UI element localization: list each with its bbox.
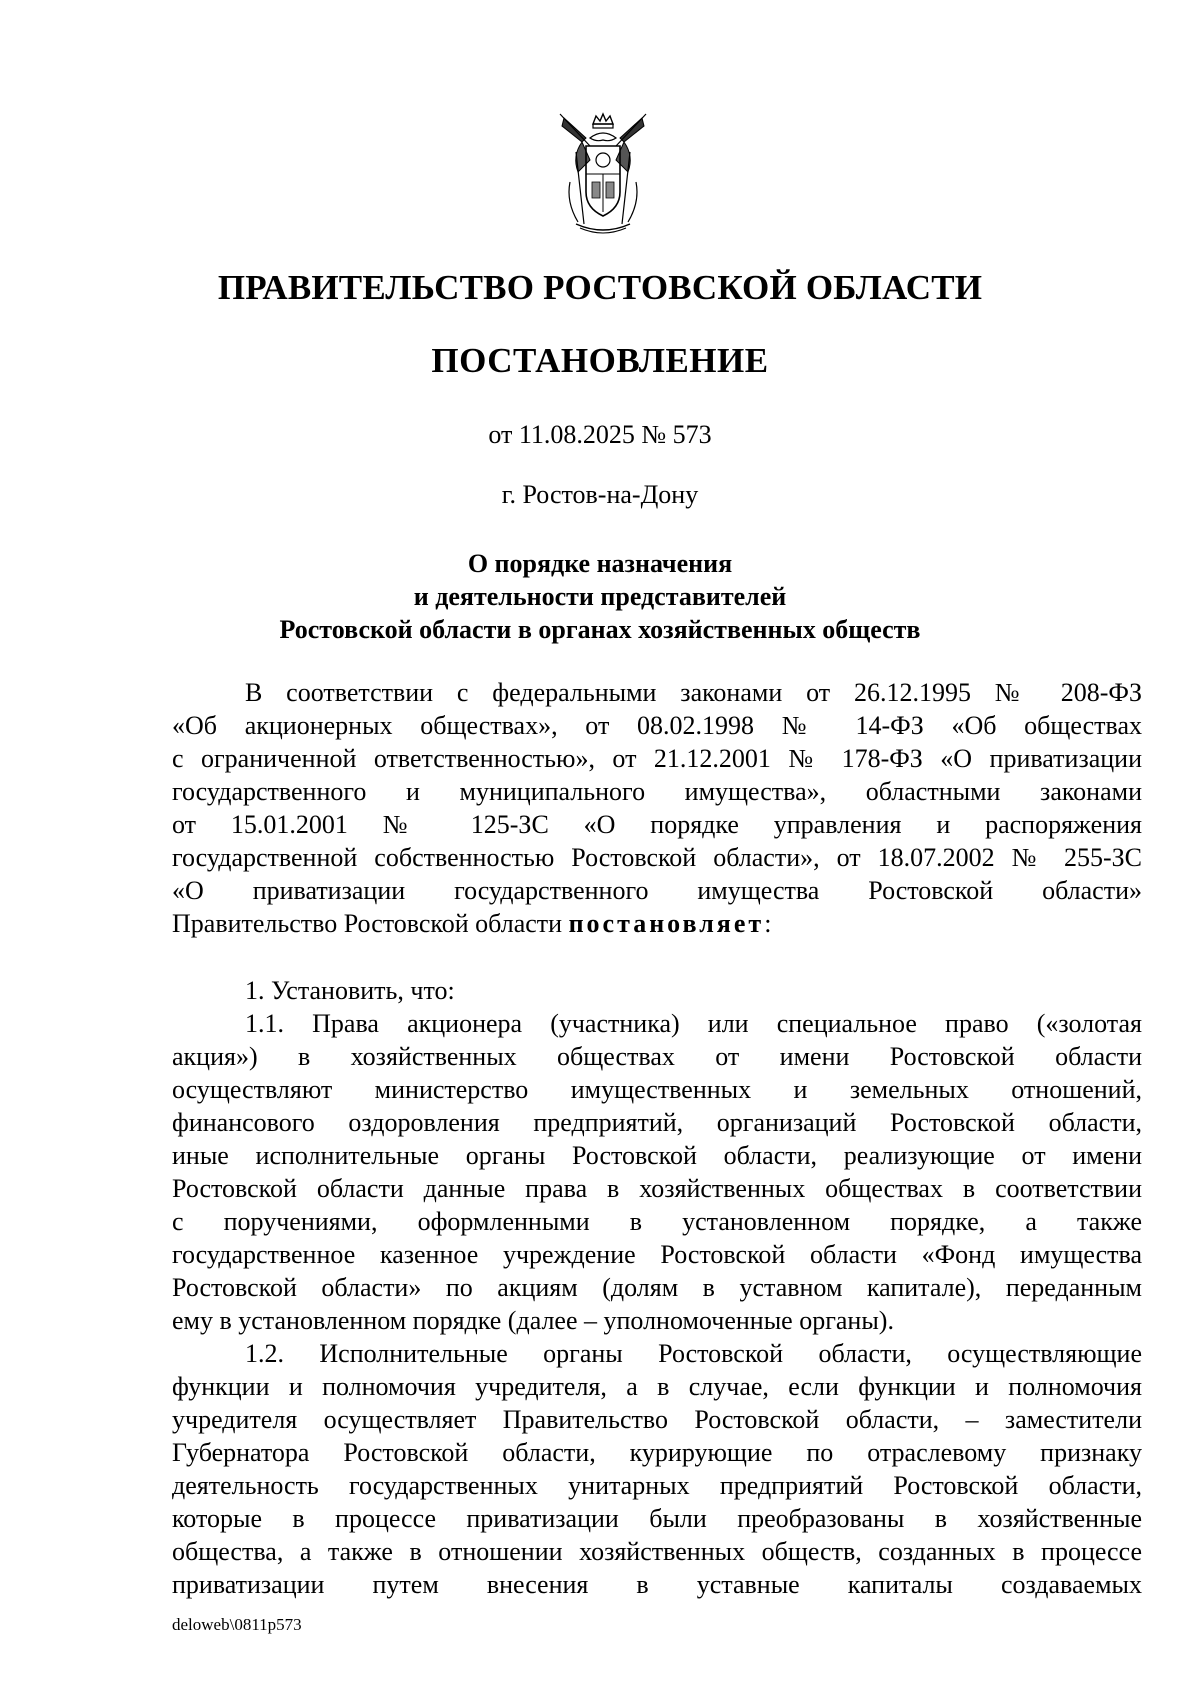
- text-line: государственной собственностью Ростовской области», от 18.07.2002 № 255-ЗС: [172, 843, 1142, 872]
- clause-1-1-line: ему в установленном порядке (далее – уполномоченные органы).: [172, 1306, 894, 1335]
- clause-1-1-line: Ростовской области данные права в хозяйственных обществах в соответствии: [172, 1174, 1142, 1203]
- clause-1-2-line: учредителя осуществляет Правительство Ростовской области, – заместители: [172, 1405, 1142, 1434]
- clause-1-1-line: осуществляют министерство имущественных и земельных отношений,: [172, 1075, 1142, 1104]
- text-line: «О приватизации государственного имущества Ростовской области»: [172, 876, 1142, 905]
- text-line: [172, 907, 1142, 940]
- clauses-section: [172, 974, 1142, 1601]
- clause-1-1-line: государственное казенное учреждение Ростовской области «Фонд имущества: [172, 1240, 1142, 1269]
- text-line: с ограниченной ответственностью», от 21.12.2001 № 178-ФЗ «О приватизации: [172, 744, 1142, 773]
- resolution-prefix: Правительство Ростовской области: [172, 909, 569, 938]
- document-city: г. Ростов-на-Дону: [501, 480, 699, 509]
- clause-1-2-line: которые в процессе приватизации были преобразованы в хозяйственные: [172, 1504, 1142, 1533]
- clause-1-2-line: 1.2. Исполнительные органы Ростовской области, осуществляющие: [245, 1339, 1142, 1368]
- text-line: государственного и муниципального имущества», областными законами: [172, 777, 1142, 806]
- preamble-paragraph: [172, 676, 1142, 940]
- document-date-number: от 11.08.2025 № 573: [488, 420, 712, 449]
- clause-1-1-line: 1.1. Права акционера (участника) или специальное право («золотая: [245, 1009, 1142, 1038]
- clause-1-1-line: Ростовской области» по акциям (долям в уставном капитале), переданным: [172, 1273, 1142, 1302]
- government-name: ПРАВИТЕЛЬСТВО РОСТОВСКОЙ ОБЛАСТИ: [217, 268, 983, 307]
- clause-1-1-line: иные исполнительные органы Ростовской области, реализующие от имени: [172, 1141, 1142, 1170]
- text-line: «Об акционерных обществах», от 08.02.1998 № 14-ФЗ «Об обществах: [172, 711, 1142, 740]
- clause-1-1-line: акция») в хозяйственных обществах от имени Ростовской области: [172, 1042, 1142, 1071]
- clause-1-1-line: финансового оздоровления предприятий, организаций Ростовской области,: [172, 1108, 1142, 1137]
- clause-1: 1. Установить, что:: [245, 976, 455, 1005]
- clause-1-2-line: функции и полномочия учредителя, а в случае, если функции и полномочия: [172, 1372, 1142, 1401]
- subject-line: О порядке назначения: [467, 549, 733, 578]
- clause-1-2-line: деятельность государственных унитарных предприятий Ростовской области,: [172, 1471, 1142, 1500]
- subject-line: и деятельности представителей: [413, 582, 787, 611]
- resolution-keyword: постановляет: [568, 909, 765, 938]
- clause-1-2-line: Губернатора Ростовской области, курирующие по отраслевому признаку: [172, 1438, 1142, 1467]
- text-line: В соответствии с федеральными законами от 26.12.1995 № 208-ФЗ: [245, 678, 1142, 707]
- clause-1-1-line: с поручениями, оформленными в установленном порядке, а также: [172, 1207, 1142, 1236]
- file-reference: deloweb\0811p573: [172, 1615, 302, 1634]
- text-line: от 15.01.2001 № 125-ЗС «О порядке управления и распоряжения: [172, 810, 1142, 839]
- subject-line: Ростовской области в органах хозяйственных обществ: [279, 615, 921, 644]
- clause-1-2-line: приватизации путем внесения в уставные капиталы создаваемых: [172, 1570, 1142, 1599]
- clause-1-2-line: общества, а также в отношении хозяйственных обществ, созданных в процессе: [172, 1537, 1142, 1566]
- document-subject: [0, 547, 1200, 646]
- coat-of-arms-icon: [556, 112, 650, 238]
- document-type: ПОСТАНОВЛЕНИЕ: [431, 341, 769, 380]
- resolution-suffix: :: [764, 909, 772, 938]
